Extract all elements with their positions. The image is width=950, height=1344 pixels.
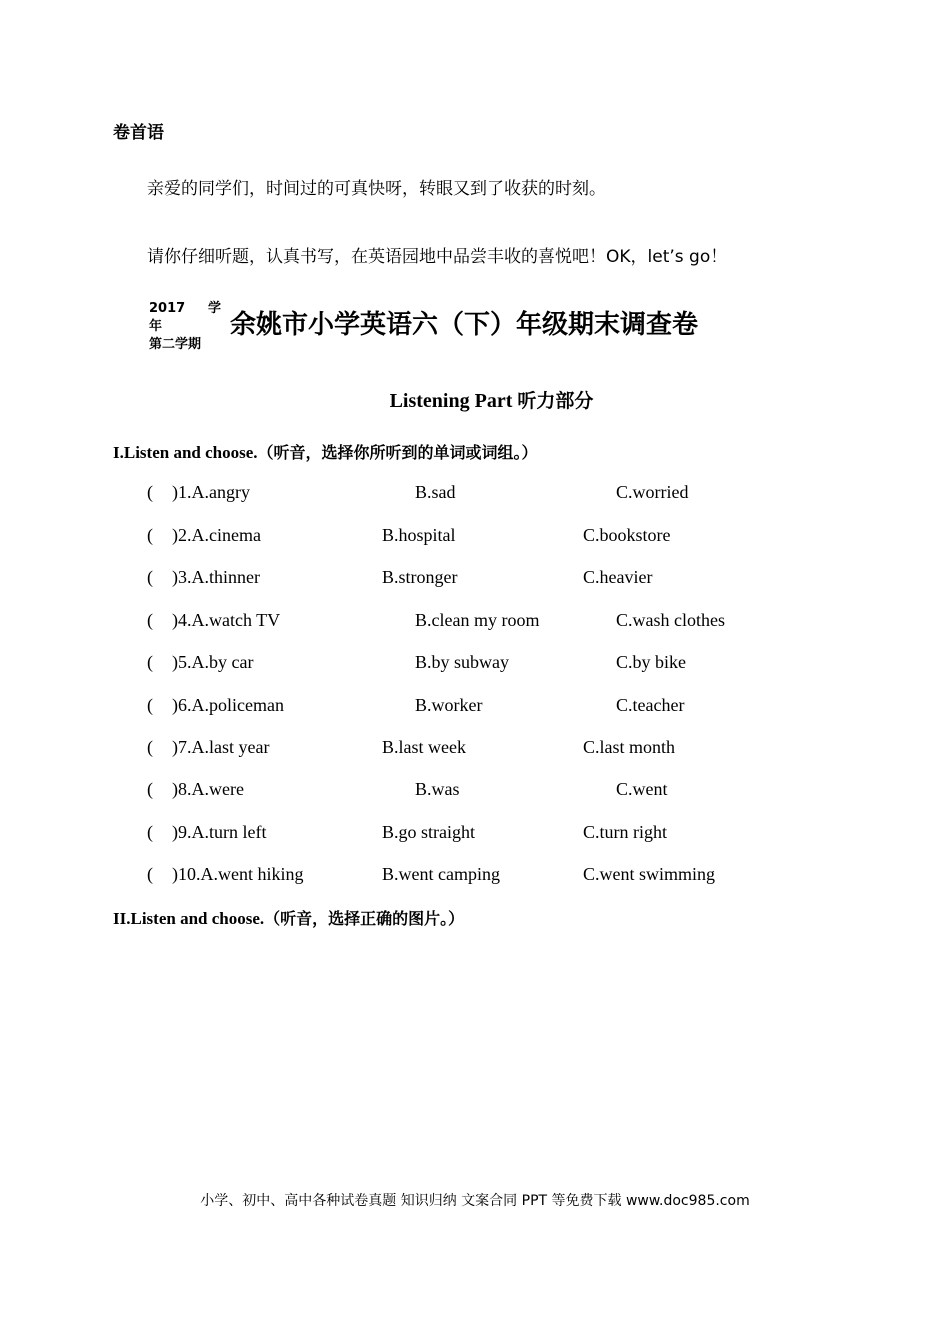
listening-part-title — [0, 386, 950, 413]
option-c: C.heavier — [583, 567, 653, 587]
option-c: C.last month — [583, 737, 676, 757]
answer-blank[interactable]: ( — [147, 822, 153, 842]
option-b: B.clean my room — [415, 610, 540, 630]
option-b: B.worker — [415, 695, 483, 715]
question-row — [0, 652, 950, 676]
option-a: )2.A.cinema — [172, 525, 261, 545]
section2-title-en: II.Listen and choose. — [113, 909, 265, 928]
option-a: )4.A.watch TV — [172, 610, 281, 630]
listening-title-cn: 听力部分 — [517, 390, 594, 412]
section1-title-en: I.Listen and choose. — [113, 443, 258, 462]
option-a: )10.A.went hiking — [172, 864, 304, 884]
section1-title — [113, 440, 538, 463]
year-nian: 年 — [149, 319, 163, 334]
answer-blank[interactable]: ( — [147, 482, 153, 502]
option-b: B.was — [415, 779, 460, 799]
question-row — [0, 864, 950, 888]
option-b: B.went camping — [382, 864, 500, 884]
option-c: C.went — [616, 779, 668, 799]
school-year-label — [149, 300, 221, 358]
option-b: B.hospital — [382, 525, 456, 545]
question-row — [0, 737, 950, 761]
question-row — [0, 482, 950, 506]
listening-title-en: Listening Part — [389, 390, 513, 412]
option-c: C.by bike — [616, 652, 686, 672]
answer-blank[interactable]: ( — [147, 737, 153, 757]
section2-title-cn: （听音，选择正确的图片。） — [264, 909, 465, 928]
answer-blank[interactable]: ( — [147, 567, 153, 587]
option-c: C.teacher — [616, 695, 685, 715]
exam-title: 余姚市小学英语六（下）年级期末调查卷 — [230, 310, 699, 340]
option-b: B.sad — [415, 482, 456, 502]
question-row — [0, 525, 950, 549]
question-row — [0, 779, 950, 803]
option-b: B.last week — [382, 737, 466, 757]
section1-title-cn: （听音，选择你所听到的单词或词组。） — [257, 443, 538, 462]
answer-blank[interactable]: ( — [147, 864, 153, 884]
year-number: 2017 — [149, 301, 186, 316]
option-c: C.turn right — [583, 822, 667, 842]
question-row — [0, 567, 950, 591]
option-c: C.went swimming — [583, 864, 716, 884]
option-a: )9.A.turn left — [172, 822, 267, 842]
question-row — [0, 695, 950, 719]
year-xue: 学 — [207, 301, 221, 316]
option-c: C.worried — [616, 482, 689, 502]
option-a: )5.A.by car — [172, 652, 254, 672]
option-a: )3.A.thinner — [172, 567, 260, 587]
option-b: B.go straight — [382, 822, 475, 842]
question-row — [0, 610, 950, 634]
option-a: )7.A.last year — [172, 737, 270, 757]
preface-line-1: 亲爱的同学们，时间过的可真快呀，转眼又到了收获的时刻。 — [147, 179, 606, 199]
answer-blank[interactable]: ( — [147, 525, 153, 545]
answer-blank[interactable]: ( — [147, 779, 153, 799]
answer-blank[interactable]: ( — [147, 652, 153, 672]
answer-blank[interactable]: ( — [147, 695, 153, 715]
footer-text: 小学、初中、高中各种试卷真题 知识归纳 文案合同 PPT 等免费下载 www.doc985.com — [200, 1193, 750, 1209]
answer-blank[interactable]: ( — [147, 610, 153, 630]
question-row — [0, 822, 950, 846]
year-semester: 第二学期 — [149, 337, 202, 352]
option-c: C.wash clothes — [616, 610, 725, 630]
option-b: B.stronger — [382, 567, 458, 587]
preface-line-2: 请你仔细听题，认真书写，在英语园地中品尝丰收的喜悦吧！OK，let’s go！ — [147, 247, 728, 267]
option-b: B.by subway — [415, 652, 509, 672]
option-a: )1.A.angry — [172, 482, 250, 502]
preface-title: 卷首语 — [113, 123, 164, 143]
option-a: )6.A.policeman — [172, 695, 284, 715]
section2-title — [113, 906, 464, 929]
option-a: )8.A.were — [172, 779, 244, 799]
option-c: C.bookstore — [583, 525, 671, 545]
